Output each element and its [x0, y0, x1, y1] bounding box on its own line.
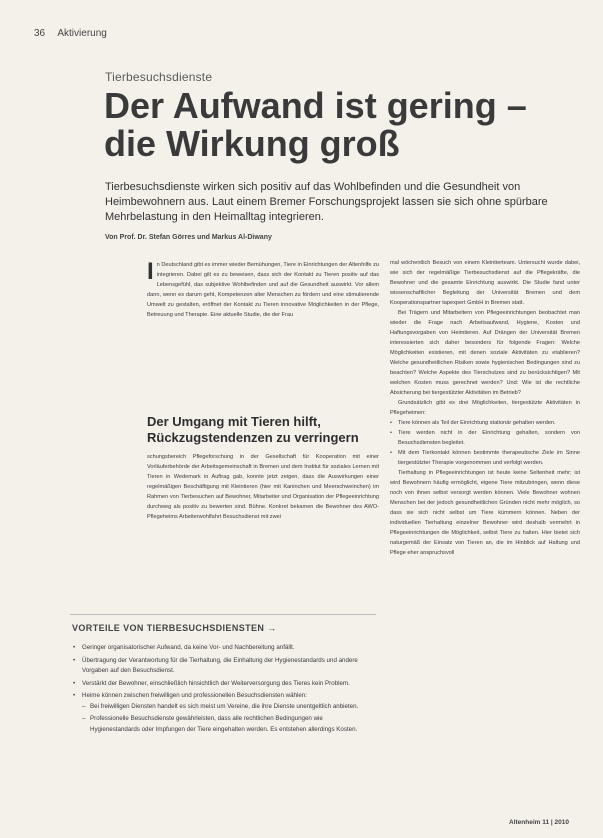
body-column-left-bottom [147, 452, 379, 522]
options-list [390, 418, 580, 468]
body-paragraph: Bei Trägern und Mitarbeitern von Pflegeeinrichtungen beobachtet man wieder die Frage nach Arbeitsaufwand, Hygiene, Kosten und Haftungsvorgaben von Heimtieren. Auf Drängen der Universität Bremen interessierten sich daher besonders für folgende Fragen: Welche Möglichkeiten existieren, mit denen soziale Aktivitäten zu etablieren? Welche gesundheitlichen Risiken sowie hygienischen Bedingungen sind zu beachten? Welche Aspekte des Tierschutzes sind zu berücksichtigen? Mit welchen Kosten muss gerechnet werden? Und: Wie ist die rechtliche Absicherung bei tiergestützter Aktivitäten im Betrieb? [390, 310, 580, 396]
list-item: • Tiere werden nicht in der Einrichtung gehalten, sondern von Besuchsdiensten begleitet. [390, 428, 580, 448]
list-item: • Mit dem Tierkontakt können bestimmte therapeutische Ziele im Sinne tiergestützter Therapie vorgenommen und verfolgt werden. [390, 448, 580, 468]
body-paragraph: n Deutschland gibt es immer wieder Bemühungen, Tiere in Einrichtungen der Altenhilfe zu integrieren. Dabei gilt es zu beweisen, dass sich der Kontakt zu Tieren positiv auf das Lebensgefühl, das subjektive Wohlbefinden und auf die Gesundheit auswirkt. Vor allem dann, wenn es darum geht, Kompetenzen alter Menschen zu fördern und eine stimulierende Umwelt zu gestalten, eröffnet der Kontakt zu Tieren innovative Möglichkeiten in der Pflege, Betreuung und Therapie. Eine aktuelle Studie, die der Frau [147, 262, 379, 318]
title-line-1: Der Aufwand ist gering – [104, 85, 527, 126]
list-item [72, 691, 372, 735]
page-footer: Altenheim 11 | 2010 [509, 819, 569, 826]
body-paragraph: Grundsätzlich gibt es drei Möglichkeiten, tiergestützte Aktivitäten in Pflegeheimen: [390, 400, 580, 416]
section-label: Aktivierung [57, 28, 107, 39]
body-paragraph: mal wöchentlich Besuch von einem Kleintierteam. Untersucht wurde dabei, wie sich der regelmäßige Tierbesuchsdienst auf die Pflegekräfte, die Bewohner und die gesamte Einrichtung auswirkt. Die Studie fand unter wissenschaftlicher Begleitung der Universität Bremen und dem Kooperationspartner tapexpert GmbH in Bremen statt. [390, 260, 580, 306]
list-item: • Übertragung der Verantwortung für die Tierhaltung, die Einhaltung der Hygienestandards und andere Vorgaben auf den Besuchsdienst. [72, 656, 372, 677]
body-column-right [390, 258, 580, 558]
list-item: • Verstärkt der Bewohner, einschließlich hinsichtlich der Weiterversorgung des Tieres kein Problem. [72, 679, 372, 690]
info-box-title-text: VORTEILE VON TIERBESUCHSDIENSTEN [72, 623, 265, 633]
arrow-right-icon: → [267, 623, 277, 633]
sub-list-item: – Bei freiwilligen Diensten handelt es sich meist um Vereine, die ihre Dienste unentgeltlich anbieten. [82, 702, 372, 713]
article-lead: Tierbesuchsdienste wirken sich positiv auf das Wohlbefinden und die Gesundheit von Heimbewohnern aus. Laut einem Bremer Forschungsprojekt lassen sie sich ohne spürbare Mehrbelastung in den Heimalltag integrieren. [105, 181, 548, 223]
info-box [70, 614, 376, 820]
dropcap: I [147, 258, 154, 285]
list-item: • Tiere können als Teil der Einrichtung stationär gehalten werden. [390, 418, 580, 428]
article-authors: Von Prof. Dr. Stefan Görres und Markus Al-Diwany [105, 234, 272, 241]
list-item: • Geringer organisatorischer Aufwand, da keine Vor- und Nachbereitung anfällt. [72, 643, 372, 654]
sub-list [82, 702, 372, 736]
body-column-left-top [147, 260, 379, 320]
body-paragraph: schungsbereich Pflegeforschung in der Gesellschaft für Kooperation mit einer Vorläuferbehörde der Arbeitsgemeinschaft in Bremen und dem Institut für soziales Lernen mit Tieren in Wedemark in Auftrag gab, konnte jetzt zeigen, dass die Auswirkungen einer regelmäßigen Beschäftigung mit Kleintieren (hier mit Kaninchen und Meerschweinchen) im Rahmen von Tierbesuchen auf Bewohner, Mitarbeiter und Organisation der Pflegeeinrichtung durchweg als positiv zu bewerten sind. Bühne. Konkret bekamen die Bewohner des AWO-Pflegeheims Arbeiterwohlfahrt Besuchsdienst mit zwei [147, 454, 379, 520]
advantages-list [72, 643, 372, 737]
article-subheading: Der Umgang mit Tieren hilft, Rückzugstendenzen zu verringern [147, 414, 359, 445]
page-header [34, 28, 107, 39]
info-box-title [72, 623, 277, 633]
article-title [104, 87, 574, 163]
title-line-2: die Wirkung groß [104, 123, 400, 164]
body-paragraph: Tierhaltung in Pflegeeinrichtungen ist heute keine Seltenheit mehr; ist wird Bewohnern häufig ermöglicht, eigene Tiere mitzubringen, wenn diese noch von ihnen selbst versorgt werden können. Viele Bewohner wohnen Menschen bei der jedoch gesundheitlichen Gründen nicht mehr möglich, so dass sie sich nicht selbst um Tiere kümmern können. Neben der individuellen Tierhaltung einzelner Bewohner wird deshalb vermehrt in Pflegeeinrichtungen die Möglichkeit, selbst Tiere zu halten. Hier bietet sich naturgemäß der Einsatz von Tieren an, die im Hinblick auf Haltung und Pflege eher anspruchsvoll [390, 470, 580, 556]
list-item-text: Heime können zwischen freiwilligen und professionellen Besuchsdiensten wählen: [82, 692, 307, 699]
page-number: 36 [34, 28, 46, 39]
sub-list-item: – Professionelle Besuchsdienste gewährleisten, dass alle rechtlichen Bedingungen wie Hygienestandards oder Impfungen der Tiere eingehalten werden. Es entstehen allerdings Kosten. [82, 714, 372, 735]
article-kicker: Tierbesuchsdienste [105, 70, 213, 84]
